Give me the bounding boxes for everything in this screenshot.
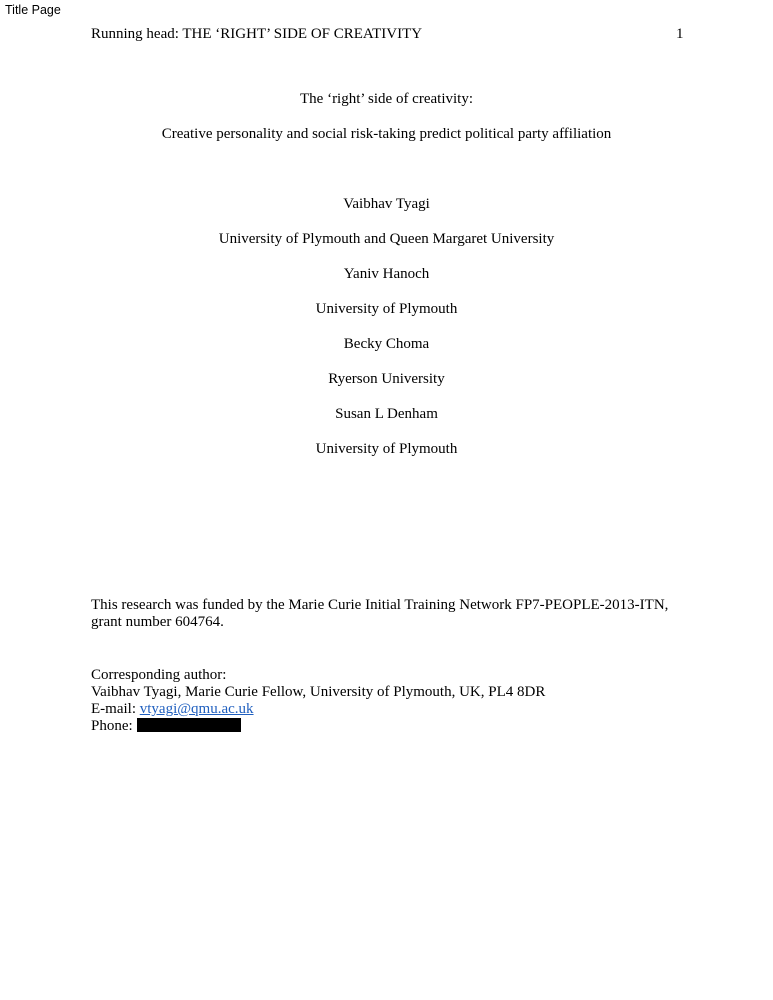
author-affiliation: University of Plymouth xyxy=(315,301,458,317)
correspondence-block xyxy=(91,667,691,735)
correspondence-heading: Corresponding author: xyxy=(91,667,227,683)
title-line-2: Creative personality and social risk-taking predict political party affiliation xyxy=(161,126,612,142)
funding-note xyxy=(91,597,691,631)
page-label: Title Page xyxy=(5,3,61,17)
author-affiliation: University of Plymouth and Queen Margaret University xyxy=(218,231,555,247)
phone-redaction-box xyxy=(137,718,241,732)
phone-row xyxy=(91,718,691,735)
author-affiliation: University of Plymouth xyxy=(315,441,458,457)
page-number: 1 xyxy=(676,26,684,42)
author-name: Vaibhav Tyagi xyxy=(343,196,430,212)
email-row xyxy=(91,701,691,718)
phone-label: Phone: xyxy=(91,718,133,734)
funding-line-1: This research was funded by the Marie Curie Initial Training Network FP7-PEOPLE-2013-ITN, xyxy=(91,597,669,613)
author-name: Susan L Denham xyxy=(335,406,438,422)
email-label: E-mail: xyxy=(91,701,136,717)
author-affiliation: Ryerson University xyxy=(328,371,445,387)
title-line-1: The ‘right’ side of creativity: xyxy=(300,91,473,107)
running-head: Running head: THE ‘RIGHT’ SIDE OF CREATIVITY xyxy=(91,26,423,42)
author-name: Becky Choma xyxy=(343,336,430,352)
author-name: Yaniv Hanoch xyxy=(343,266,430,282)
correspondence-details: Vaibhav Tyagi, Marie Curie Fellow, University of Plymouth, UK, PL4 8DR xyxy=(91,684,546,700)
email-link[interactable]: vtyagi@qmu.ac.uk xyxy=(139,701,254,717)
funding-line-2: grant number 604764. xyxy=(91,614,224,630)
